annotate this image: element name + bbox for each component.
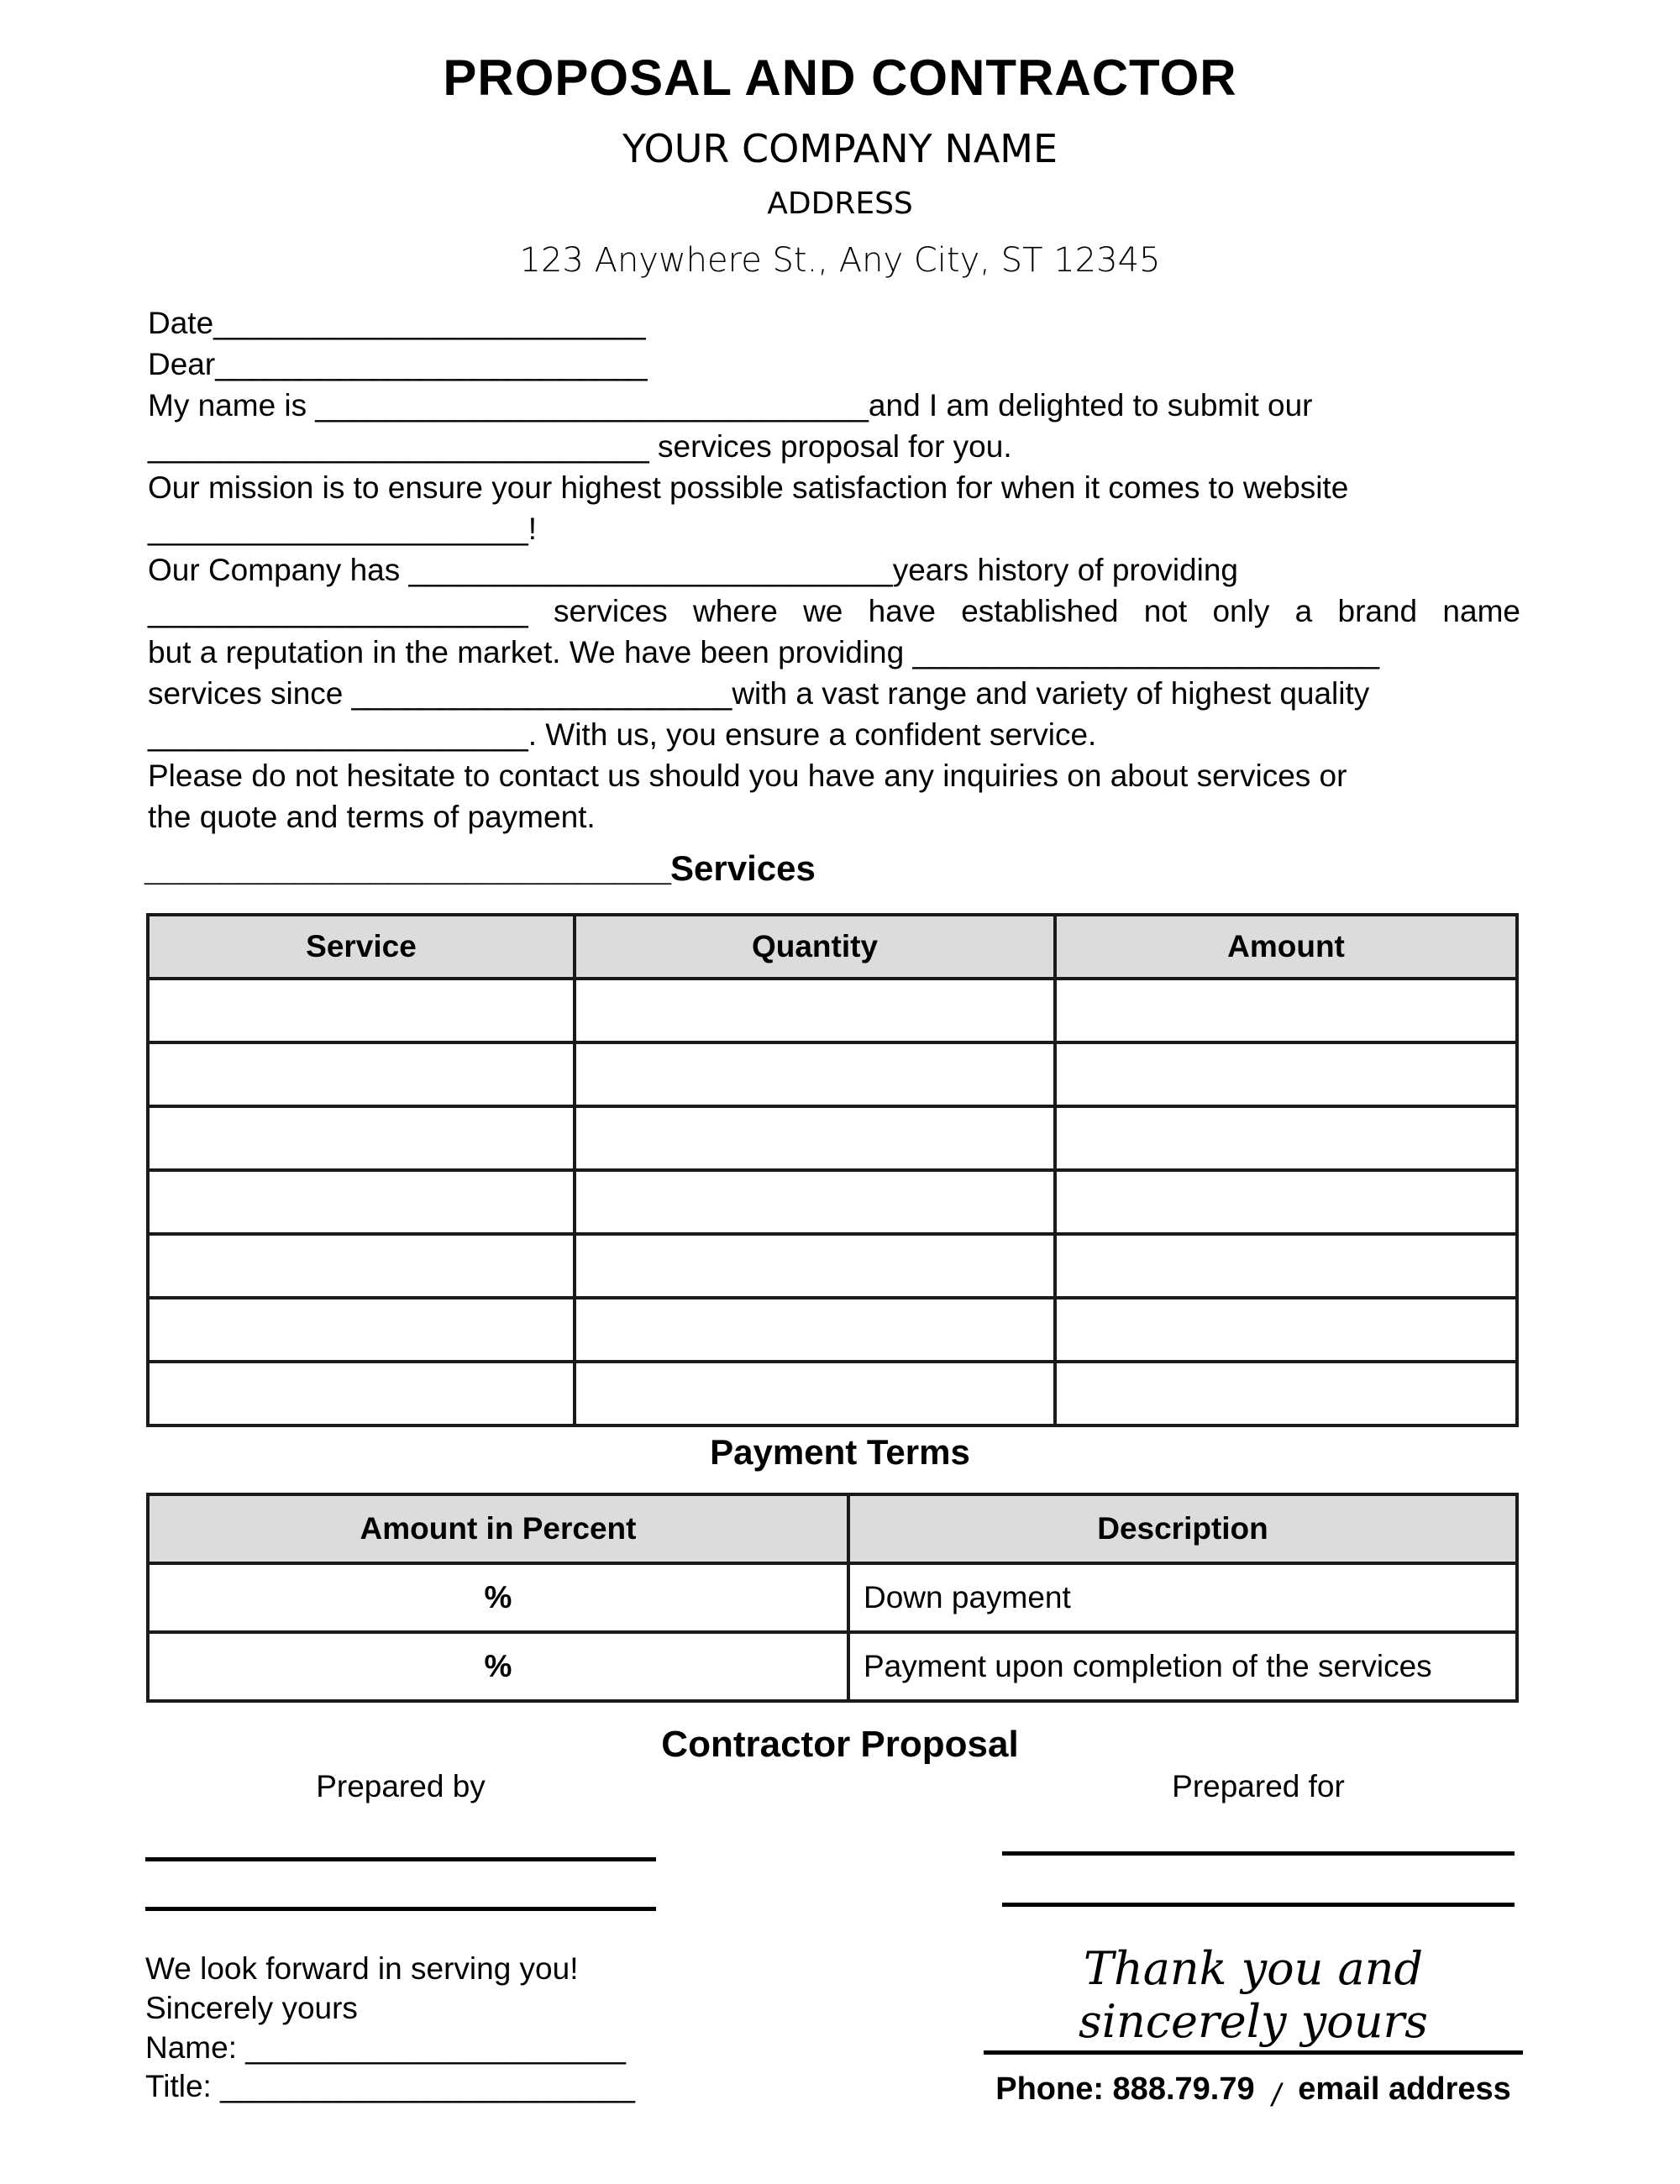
contractor-proposal-heading: Contractor Proposal bbox=[661, 1724, 1019, 1765]
document-title: PROPOSAL AND CONTRACTOR bbox=[443, 50, 1237, 106]
table-row bbox=[148, 1563, 1517, 1632]
letter-line: services since ______________________with a vast range and variety of highest quality bbox=[148, 676, 1370, 711]
services-dashes: ____________________________ bbox=[144, 848, 671, 888]
email-address: email address bbox=[1298, 2071, 1511, 2107]
services-heading: Services bbox=[670, 848, 816, 888]
description-cell: Down payment bbox=[848, 1563, 1517, 1632]
percent-cell[interactable]: % bbox=[148, 1563, 848, 1632]
letter-line: Our mission is to ensure your highest possible satisfaction for when it comes to website bbox=[148, 470, 1349, 505]
address-label: ADDRESS bbox=[767, 186, 913, 221]
quantity-cell[interactable] bbox=[575, 1362, 1055, 1425]
percent-cell[interactable]: % bbox=[148, 1632, 848, 1701]
quantity-cell[interactable] bbox=[575, 1106, 1055, 1170]
description-cell: Payment upon completion of the services bbox=[848, 1632, 1517, 1701]
column-header-description: Description bbox=[848, 1494, 1517, 1563]
letter-line: Please do not hesitate to contact us should you have any inquiries on about services or bbox=[148, 759, 1347, 793]
prepared-by-signature-line[interactable] bbox=[145, 1857, 656, 1861]
service-cell[interactable] bbox=[148, 1042, 575, 1106]
closing-text: We look forward in serving you! bbox=[145, 1951, 579, 1986]
letter-line: _____________________________ services proposal for you. bbox=[148, 429, 1012, 464]
company-address: 123 Anywhere St., Any City, ST 12345 bbox=[519, 241, 1161, 280]
table-row bbox=[148, 1632, 1517, 1701]
quantity-cell[interactable] bbox=[575, 1170, 1055, 1234]
services-table bbox=[146, 913, 1519, 1427]
prepared-for-label: Prepared for bbox=[1172, 1769, 1345, 1803]
quantity-cell[interactable] bbox=[575, 1042, 1055, 1106]
letter-line: Our Company has ____________________________years history of providing bbox=[148, 553, 1238, 587]
service-cell[interactable] bbox=[148, 1234, 575, 1298]
prepared-for-name-line[interactable] bbox=[1002, 1903, 1515, 1907]
services-heading-row bbox=[144, 848, 816, 889]
letter-line: ______________________ services where we have established not only a brand name bbox=[148, 594, 1520, 628]
name-field-line[interactable]: Name: ______________________ bbox=[145, 2030, 626, 2065]
payment-terms-table bbox=[146, 1493, 1519, 1703]
amount-cell[interactable] bbox=[1055, 979, 1517, 1042]
prepared-by-label: Prepared by bbox=[316, 1769, 486, 1803]
amount-cell[interactable] bbox=[1055, 1106, 1517, 1170]
amount-cell[interactable] bbox=[1055, 1042, 1517, 1106]
prepared-for-signature-line[interactable] bbox=[1002, 1851, 1515, 1856]
payment-terms-heading: Payment Terms bbox=[710, 1432, 970, 1472]
amount-cell[interactable] bbox=[1055, 1298, 1517, 1362]
table-row bbox=[148, 1234, 1517, 1298]
column-header-service: Service bbox=[148, 915, 575, 979]
amount-cell[interactable] bbox=[1055, 1234, 1517, 1298]
table-row bbox=[148, 1106, 1517, 1170]
service-cell[interactable] bbox=[148, 1106, 575, 1170]
date-field-line: Date_________________________ bbox=[148, 306, 646, 340]
table-row bbox=[148, 1298, 1517, 1362]
table-row bbox=[148, 979, 1517, 1042]
thank-you-script: Thank you and sincerely yours bbox=[1079, 1942, 1428, 2048]
letter-line: the quote and terms of payment. bbox=[148, 800, 596, 834]
quantity-cell[interactable] bbox=[575, 979, 1055, 1042]
phone-number: Phone: 888.79.79 bbox=[995, 2071, 1255, 2107]
letter-line: but a reputation in the market. We have been providing ___________________________ bbox=[148, 635, 1380, 669]
prepared-by-name-line[interactable] bbox=[145, 1907, 656, 1911]
column-header-amount-percent: Amount in Percent bbox=[148, 1494, 848, 1563]
letter-line: ______________________! bbox=[148, 512, 537, 546]
amount-cell[interactable] bbox=[1055, 1362, 1517, 1425]
service-cell[interactable] bbox=[148, 1298, 575, 1362]
table-row bbox=[148, 1042, 1517, 1106]
table-row bbox=[148, 1362, 1517, 1425]
dear-field-line: Dear_________________________ bbox=[148, 347, 648, 381]
column-header-amount: Amount bbox=[1055, 915, 1517, 979]
separator: / bbox=[1272, 2078, 1281, 2113]
quantity-cell[interactable] bbox=[575, 1234, 1055, 1298]
table-row bbox=[148, 1170, 1517, 1234]
service-cell[interactable] bbox=[148, 1170, 575, 1234]
letter-line: ______________________. With us, you ensure a confident service. bbox=[148, 717, 1097, 752]
contact-line bbox=[984, 2071, 1523, 2113]
sincerely-text: Sincerely yours bbox=[145, 1991, 358, 2025]
service-cell[interactable] bbox=[148, 1362, 575, 1425]
title-field-line[interactable]: Title: ________________________ bbox=[145, 2069, 635, 2103]
column-header-quantity: Quantity bbox=[575, 915, 1055, 979]
company-name: YOUR COMPANY NAME bbox=[622, 126, 1058, 171]
signature-divider bbox=[984, 2050, 1523, 2055]
amount-cell[interactable] bbox=[1055, 1170, 1517, 1234]
letter-line: My name is ________________________________and I am delighted to submit our bbox=[148, 388, 1313, 423]
service-cell[interactable] bbox=[148, 979, 575, 1042]
quantity-cell[interactable] bbox=[575, 1298, 1055, 1362]
